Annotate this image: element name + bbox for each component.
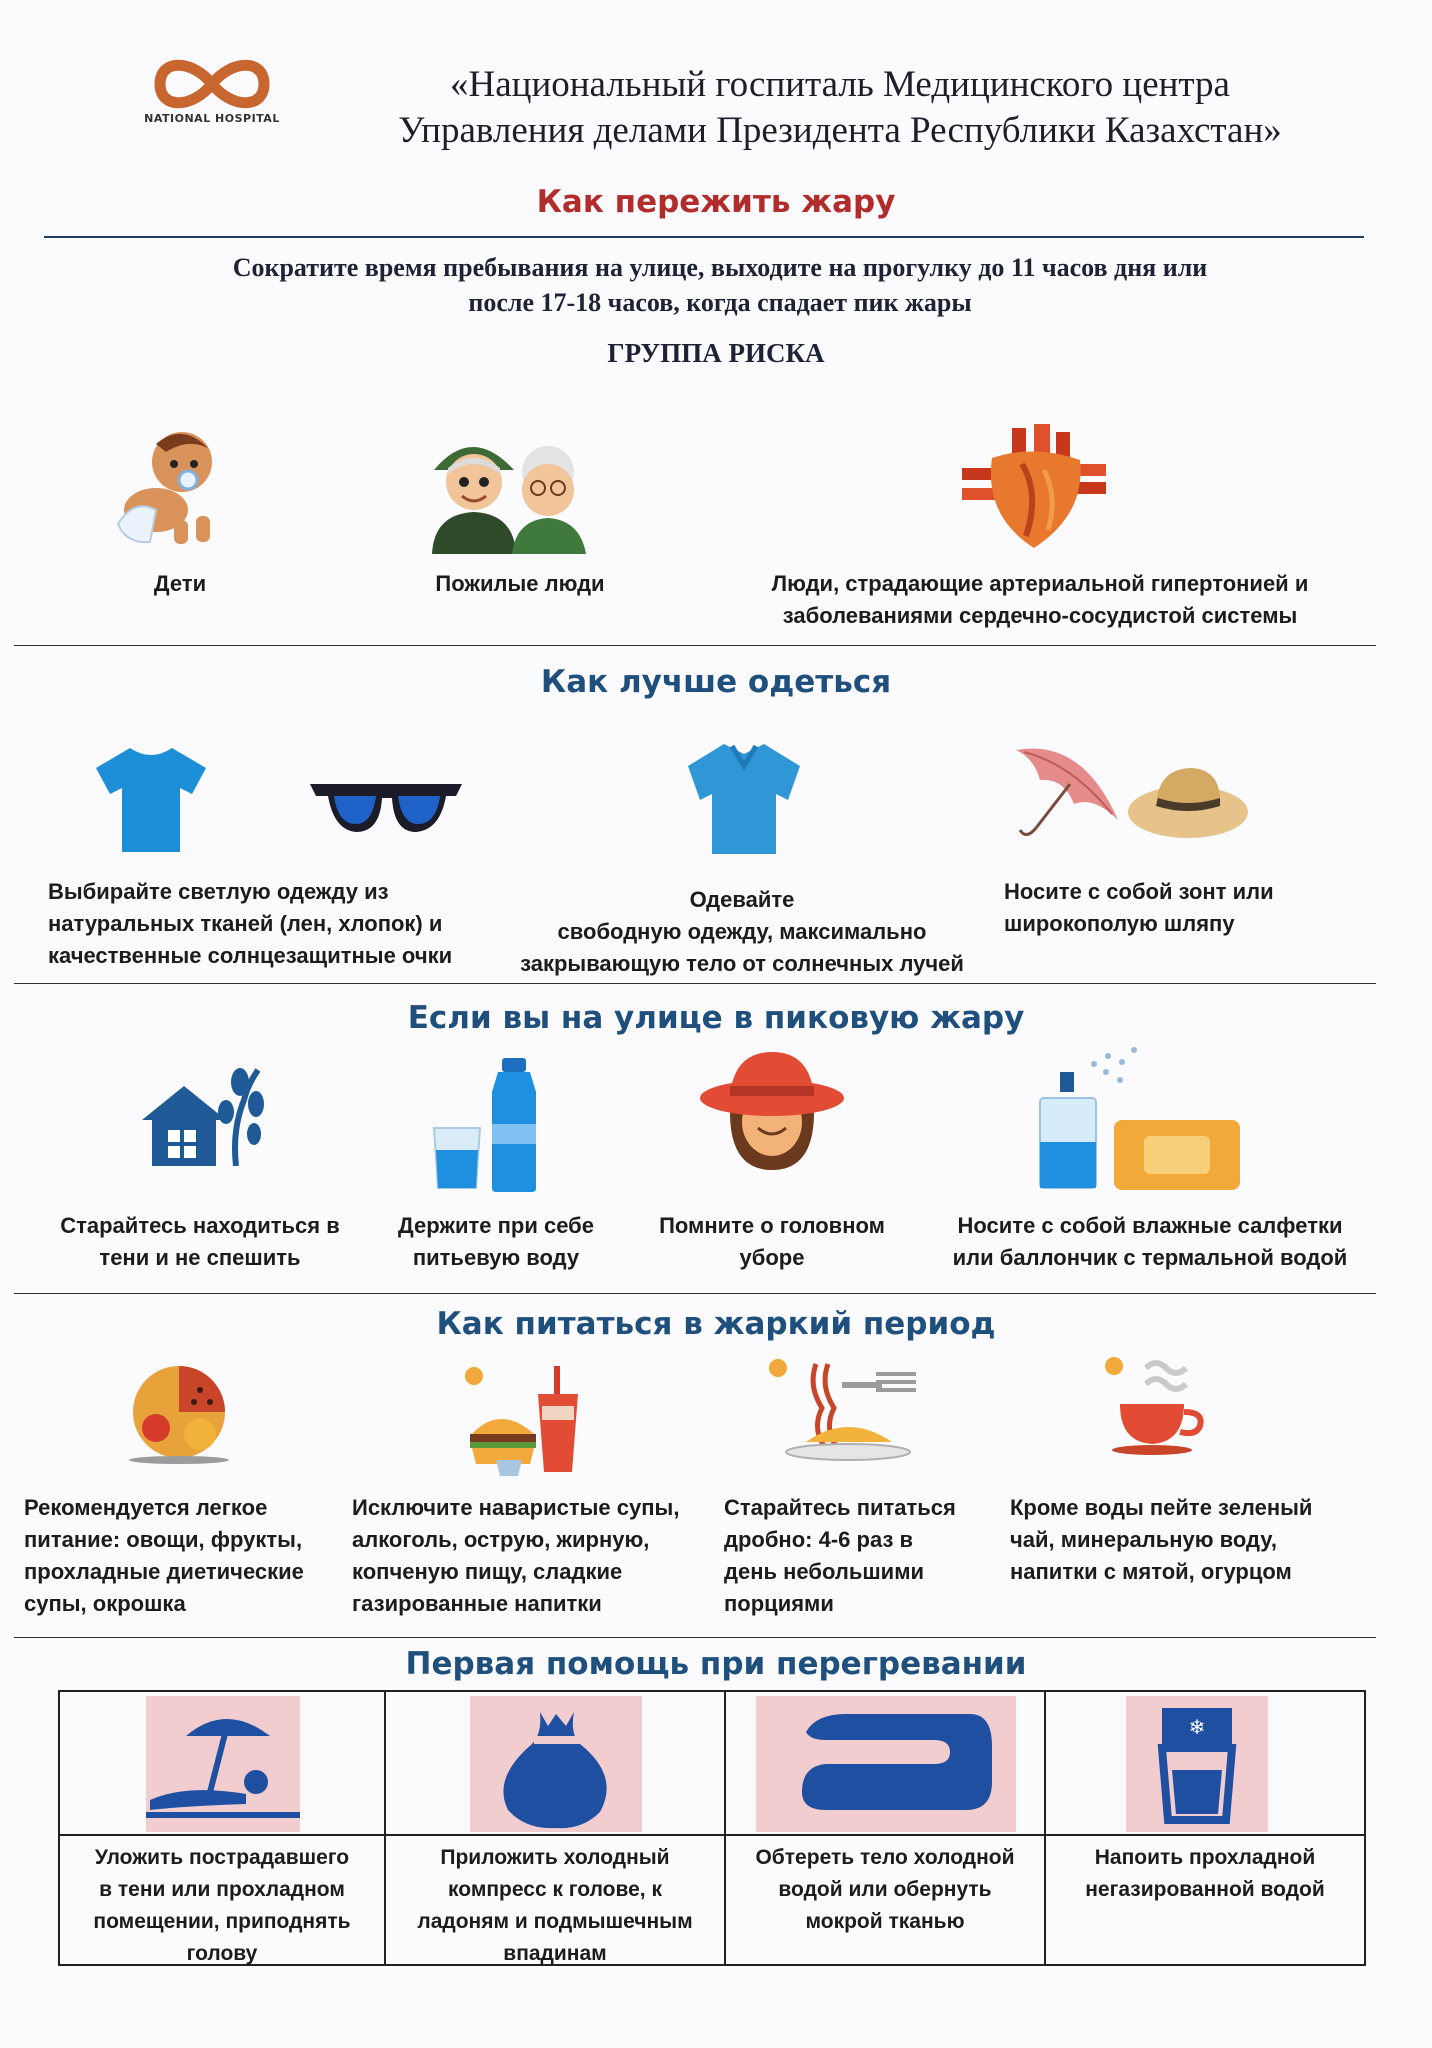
clothing-item-loose-line3: закрывающую тело от солнечных лучей (520, 951, 964, 976)
first-aid-step-drink-line1: Напоить прохладной (1094, 1846, 1316, 1869)
nutrition-item-drinks-line2: чай, минеральную воду, (1010, 1527, 1277, 1552)
snowflake-icon: ❄ (1188, 1715, 1206, 1739)
first-aid-step-shade-line1: Уложить пострадавшего (94, 1846, 350, 1869)
risk-item-hypertension-line1: Люди, страдающие артериальной гипертонией и (771, 571, 1309, 596)
outdoors-item-hat (640, 1210, 904, 1274)
house-tree-icon (140, 1060, 264, 1166)
first-aid-step-drink-line2: негазированной водой (1085, 1878, 1325, 1901)
clothing-item-loose (506, 884, 978, 980)
outdoors-item-shade-line1: Старайтесь находиться в (60, 1213, 340, 1238)
first-aid-step-shade-line3: помещении, приподнять (93, 1910, 351, 1933)
risk-item-elderly: Пожилые люди (435, 571, 605, 596)
intro-line2: после 17-18 часов, когда спадает пик жары (468, 288, 972, 317)
section-title-outdoors: Если вы на улице в пиковую жару (407, 1000, 1025, 1036)
divider (14, 1293, 1376, 1294)
nutrition-item-exclude-line4: газированные напитки (352, 1591, 602, 1616)
first-aid-table (58, 1690, 1366, 1966)
spray-wipes-icon (1034, 1046, 1244, 1192)
hospital-name (300, 62, 1380, 154)
hospital-name-line2: Управления делами Президента Республики Казахстан» (398, 110, 1282, 151)
nutrition-item-light-line2: питание: овощи, фрукты, (24, 1527, 303, 1552)
outdoors-item-hat-line2: уборе (739, 1245, 805, 1270)
divider (14, 983, 1376, 984)
first-aid-step-compress (386, 1842, 724, 1970)
first-aid-step-compress-line3: ладоням и подмышечным (417, 1910, 693, 1933)
logo-text: NATIONAL HOSPITAL (144, 112, 280, 125)
clothing-item-loose-line1: Одевайте (689, 887, 795, 912)
outdoors-item-shade (40, 1210, 360, 1274)
cell-divider (1046, 1834, 1364, 1836)
clothing-item-light-line3: качественные солнцезащитные очки (48, 943, 453, 968)
cell-divider (726, 1834, 1044, 1836)
divider (14, 1637, 1376, 1638)
clothing-item-umbrella (1004, 876, 1384, 940)
divider (14, 645, 1376, 646)
outdoors-item-water-line2: питьевую воду (412, 1245, 580, 1270)
nutrition-item-fractional-line3: день небольшими (724, 1559, 924, 1584)
outdoors-item-spray-line2: или баллончик с термальной водой (952, 1245, 1348, 1270)
first-aid-image (470, 1696, 642, 1832)
first-aid-step-compress-line1: Приложить холодный (440, 1846, 670, 1869)
clothing-item-light-line1: Выбирайте светлую одежду из (48, 879, 389, 904)
clothing-item-light-line2: натуральных тканей (лен, хлопок) и (48, 911, 443, 936)
clothing-item-light (48, 876, 508, 972)
first-aid-cell (726, 1692, 1046, 1964)
nutrition-item-exclude-line1: Исключите наваристые супы, (352, 1495, 680, 1520)
water-bottle-icon (428, 1058, 550, 1192)
nutrition-item-light-line1: Рекомендуется легкое (24, 1495, 268, 1520)
nutrition-item-drinks (1010, 1492, 1390, 1588)
section-title-first-aid: Первая помощь при перегревании (405, 1646, 1027, 1682)
nutrition-item-exclude-line3: копченую пищу, сладкие (352, 1559, 623, 1584)
clothing-item-umbrella-line2: широкополую шляпу (1004, 911, 1235, 936)
first-aid-step-drink (1046, 1842, 1364, 1906)
nutrition-item-light-line4: супы, окрошка (24, 1591, 186, 1616)
first-aid-step-shade (60, 1842, 384, 1970)
infinity-logo-icon (132, 54, 292, 114)
nutrition-item-exclude-line2: алкоголь, острую, жирную, (352, 1527, 650, 1552)
risk-item-hypertension-line2: заболеваниями сердечно-сосудистой системы (782, 603, 1298, 628)
nutrition-item-fractional (724, 1492, 1024, 1620)
risk-item-hypertension (700, 568, 1380, 632)
tea-cup-icon (1102, 1354, 1206, 1458)
page-title: Как пережить жару (536, 184, 896, 220)
first-aid-step-compress-line2: компресс к голове, к (448, 1878, 662, 1901)
first-aid-step-shade-line4: голову (186, 1942, 258, 1965)
outdoors-item-spray-line1: Носите с собой влажные салфетки (957, 1213, 1343, 1238)
first-aid-image (756, 1696, 1016, 1832)
tshirt-icon (96, 748, 206, 852)
fruit-plate-icon (128, 1364, 230, 1464)
baby-icon (104, 424, 234, 554)
sunglasses-icon (306, 778, 468, 838)
towel-icon (756, 1696, 1016, 1832)
first-aid-step-wipe-line1: Обтереть тело холодной (755, 1846, 1015, 1869)
ice-bag-icon (470, 1696, 642, 1832)
first-aid-step-wipe (726, 1842, 1044, 1938)
cell-divider (386, 1834, 724, 1836)
first-aid-cell (60, 1692, 386, 1964)
hat-icon (1126, 760, 1250, 840)
clothing-item-umbrella-line1: Носите с собой зонт или (1004, 879, 1274, 904)
section-title-nutrition: Как питаться в жаркий период (436, 1306, 996, 1342)
nutrition-item-light (24, 1492, 344, 1620)
shirt-icon (688, 744, 800, 854)
outdoors-item-hat-line1: Помните о головном (659, 1213, 885, 1238)
first-aid-cell (1046, 1692, 1364, 1964)
nutrition-item-drinks-line1: Кроме воды пейте зеленый (1010, 1495, 1313, 1520)
woman-hat-icon (700, 1052, 844, 1176)
elderly-couple-icon (420, 424, 600, 554)
first-aid-step-wipe-line3: мокрой тканью (805, 1910, 965, 1933)
nutrition-item-drinks-line3: напитки с мятой, огурцом (1010, 1559, 1292, 1584)
first-aid-image (146, 1696, 300, 1832)
outdoors-item-water-line1: Держите при себе (398, 1213, 594, 1238)
first-aid-step-compress-line4: впадинам (503, 1942, 607, 1965)
nutrition-item-fractional-line4: порциями (724, 1591, 834, 1616)
person-under-umbrella-icon (146, 1696, 300, 1832)
nutrition-item-fractional-line2: дробно: 4-6 раз в (724, 1527, 914, 1552)
nutrition-item-fractional-line1: Старайтесь питаться (724, 1495, 956, 1520)
noodles-icon (764, 1356, 920, 1472)
nutrition-item-light-line3: прохладные диетические (24, 1559, 304, 1584)
first-aid-cell (386, 1692, 726, 1964)
cell-divider (60, 1834, 384, 1836)
first-aid-image (1126, 1696, 1268, 1832)
risk-item-children: Дети (153, 571, 207, 596)
section-title-clothing: Как лучше одеться (540, 664, 892, 700)
nutrition-item-exclude (352, 1492, 704, 1620)
first-aid-step-wipe-line2: водой или обернуть (778, 1878, 992, 1901)
divider (44, 236, 1364, 238)
umbrella-icon (1012, 744, 1122, 844)
outdoors-item-spray (920, 1210, 1380, 1274)
cold-glass-icon (1126, 1696, 1268, 1832)
fast-food-icon (460, 1360, 582, 1476)
clothing-item-loose-line2: свободную одежду, максимально (557, 919, 927, 944)
intro-text (80, 250, 1360, 320)
risk-group-heading: ГРУППА РИСКА (607, 338, 825, 368)
intro-line1: Сократите время пребывания на улице, выходите на прогулку до 11 часов дня или (232, 253, 1208, 282)
first-aid-step-shade-line2: в тени или прохладном (99, 1878, 345, 1901)
outdoors-item-shade-line2: тени и не спешить (99, 1245, 301, 1270)
outdoors-item-water (372, 1210, 620, 1274)
hospital-name-line1: «Национальный госпиталь Медицинского центра (450, 64, 1230, 105)
heart-icon (962, 424, 1106, 548)
